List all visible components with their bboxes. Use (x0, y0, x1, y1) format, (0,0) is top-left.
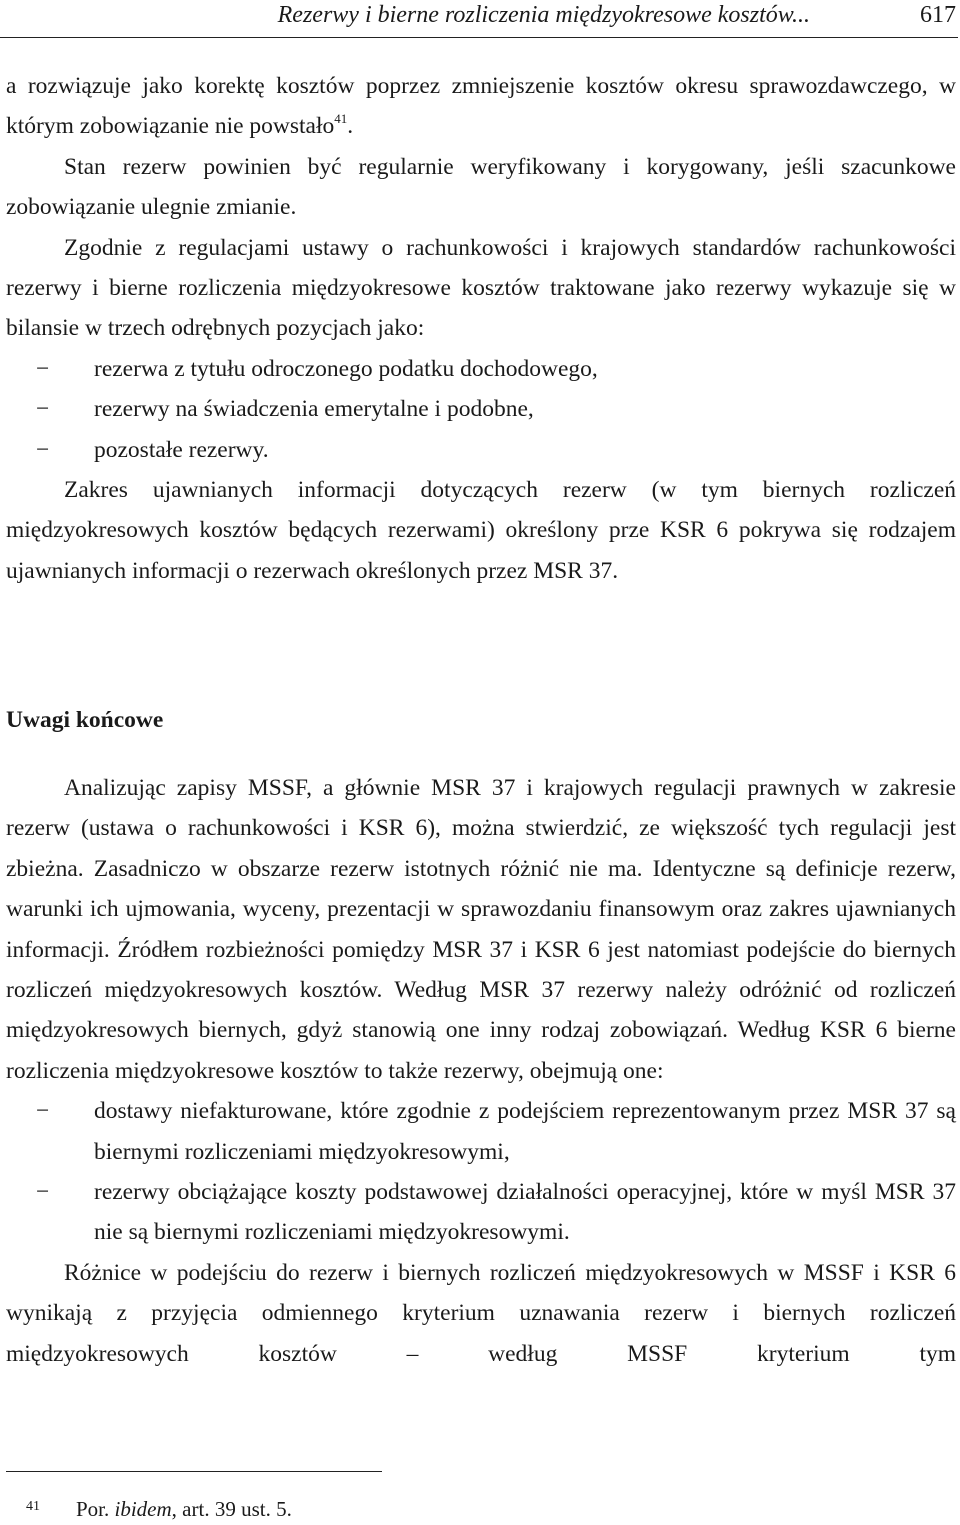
footnote-text: Por. (76, 1497, 115, 1521)
dash-marker: − (36, 355, 50, 382)
dash-marker: − (36, 436, 50, 463)
list-item-text: pozostałe rezerwy. (94, 436, 269, 463)
page-number: 617 (920, 2, 956, 28)
running-header (0, 0, 960, 40)
footnote-text: , art. 39 ust. 5. (171, 1497, 292, 1521)
body-text-top (6, 66, 956, 591)
footnote-ref: 41 (334, 111, 348, 127)
bullet-list (6, 349, 956, 470)
dash-marker: − (36, 396, 50, 423)
body-text-bottom (6, 768, 956, 1374)
list-item (6, 1091, 956, 1172)
list-item-text: rezerwy obciążające koszty podstawowej działalności operacyjnej, które w myśl MSR 37 nie są biernymi rozliczeniami międzyokresowymi. (94, 1179, 956, 1246)
paragraph-text: . (347, 113, 354, 140)
header-rule (0, 37, 958, 38)
paragraph (6, 66, 956, 147)
footnote-italic: ibidem (114, 1497, 172, 1521)
list-item (6, 389, 956, 429)
paragraph: Zgodnie z regulacjami ustawy o rachunkowości i krajowych standardów rachunkowości rezerwy i bierne rozliczenia międzyokresowe kosztów traktowane jako rezerwy wykazuje się w bilansie w trzech odrębnych pozycjach jako: (6, 234, 956, 342)
footnote-rule (6, 1471, 382, 1472)
paragraph: Analizując zapisy MSSF, a głównie MSR 37 i krajowych regulacji prawnych w zakresie rezerw (ustawa o rachunkowości i KSR 6), można stwierdzić, ze większość tych regulacji jest zbieżna. Zasadniczo w obszarze rezerw istotnych różnić nie ma. Identyczne są definicje rezerw, warunki ich ujmowania, wyceny, prezentacji w sprawozdaniu finansowym oraz zakres ujawnianych informacji. Źródłem rozbieżności pomiędzy MSR 37 i KSR 6 jest natomiast podejście do biernych rozliczeń międzyokresowych kosztów. Według MSR 37 rezerwy należy odróżnić od rozliczeń międzyokresowych biernych, gdyż stanowią one inny rodzaj zobowiązań. Według KSR 6 bierne rozliczenia międzyokresowe kosztów to także rezerwy, obejmują one: (6, 775, 956, 1084)
list-item-text: rezerwy na świadczenia emerytalne i podobne, (94, 396, 534, 423)
paragraph: Stan rezerw powinien być regularnie weryfikowany i korygowany, jeśli szacunkowe zobowiązanie ulegnie zmianie. (6, 153, 956, 221)
paragraph: Różnice w podejściu do rezerw i biernych rozliczeń międzyokresowych w MSSF i KSR 6 wynikają z przyjęcia odmiennego kryterium uznawania rezerw i biernych rozliczeń międzyokresowych kosztów – według MSSF kryterium tym (6, 1259, 956, 1367)
list-item-text: dostawy niefakturowane, które zgodnie z podejściem reprezentowanym przez MSR 37 są biernymi rozliczeniami międzyokresowymi, (94, 1098, 956, 1165)
bullet-list (6, 1091, 956, 1253)
list-item-text: rezerwa z tytułu odroczonego podatku dochodowego, (94, 355, 598, 382)
list-item (6, 349, 956, 389)
running-title: Rezerwy i bierne rozliczenia międzyokresowe kosztów... (277, 2, 810, 28)
dash-marker: − (36, 1179, 50, 1206)
paragraph-text: a rozwiązuje jako korektę kosztów poprzez zmniejszenie kosztów okresu sprawozdawczego, w którym zobowiązanie nie powstało (6, 73, 956, 140)
dash-marker: − (36, 1098, 50, 1125)
section-heading: Uwagi końcowe (6, 707, 164, 733)
paragraph: Zakres ujawnianych informacji dotyczących rezerw (w tym biernych rozliczeń międzyokresowych kosztów będących rezerwami) określony prze KSR 6 pokrywa się rodzajem ujawnianych informacji o rezerwach określonych przez MSR 37. (6, 477, 956, 584)
list-item (6, 430, 956, 470)
footnote: 41 Por. ibidem, art. 39 ust. 5. (26, 1497, 292, 1521)
list-item (6, 1172, 956, 1253)
